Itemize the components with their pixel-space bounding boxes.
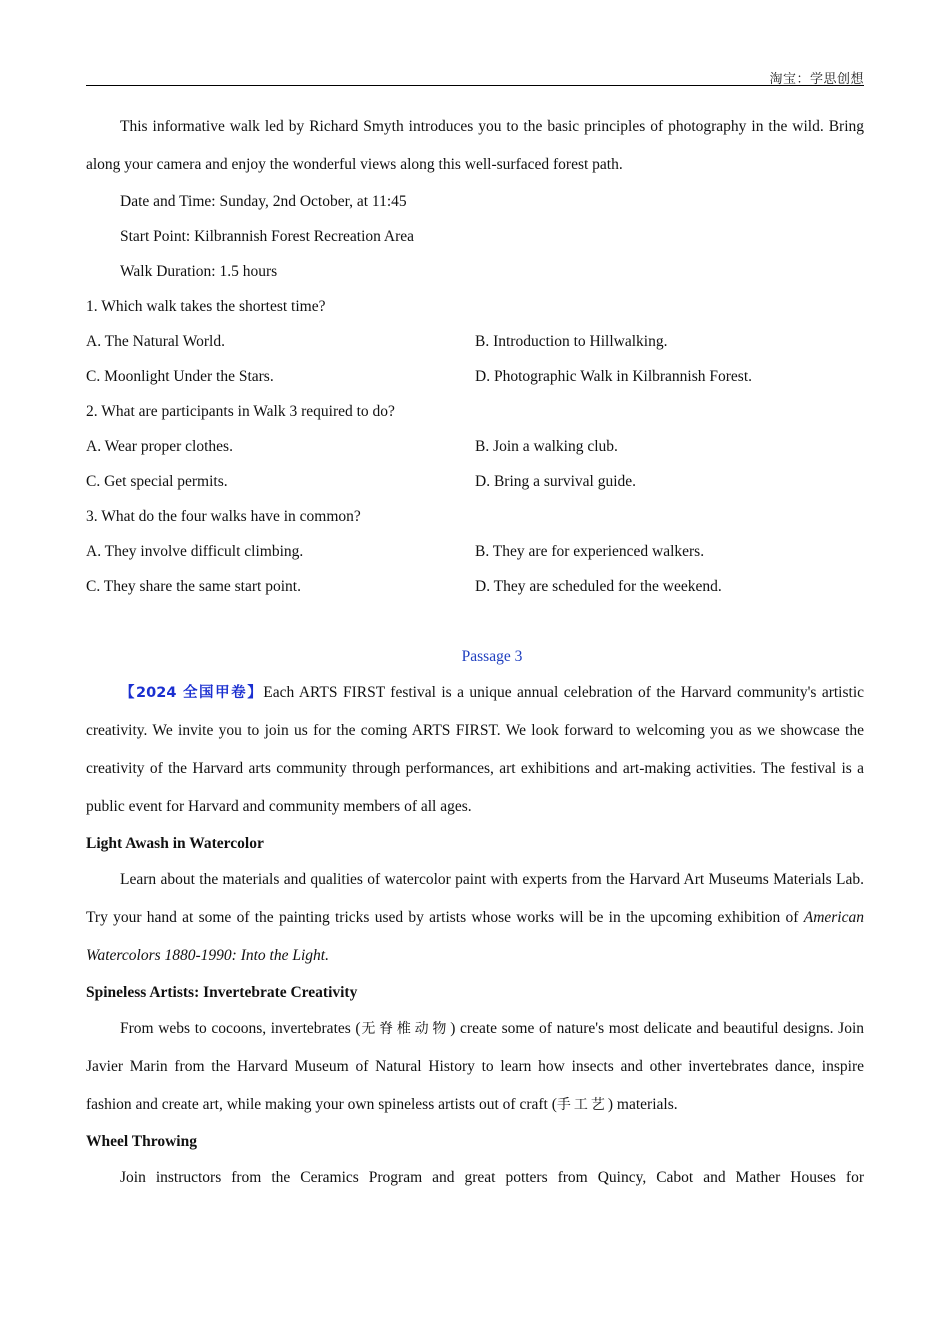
exhibition-title: American Watercolors 1880-1990: Into the Light. <box>86 909 864 964</box>
section-heading-spineless: Spineless Artists: Invertebrate Creativity <box>86 984 358 1001</box>
section-body-spineless-part-a: From webs to cocoons, invertebrates ( <box>120 1020 361 1037</box>
section-body-spineless-part-b: ) create some of nature's most delicate and beautiful designs. Join Javier Marin from the Harvard Museum of Natural History to learn how insects and other invertebrates dance, inspire fashion and create art, while making your own spineless artists out of craft ( <box>86 1020 865 1113</box>
question-3-option-a: A. They involve difficult climbing. <box>86 543 304 560</box>
document-body <box>86 108 864 1197</box>
section-body-watercolor <box>86 861 864 975</box>
passage-3-intro-text: Each ARTS FIRST festival is a unique annual celebration of the Harvard community's artistic creativity. We invite you to join us for the coming ARTS FIRST. We look forward to welcoming you as we showcase the creativity of the Harvard arts community through performances, art exhibitions and art-making activities. The festival is a public event for Harvard and community members of all ages. <box>86 684 865 815</box>
question-3-option-b: B. They are for experienced walkers. <box>475 543 705 560</box>
exam-source-tag: 【2024 全国甲卷】 <box>120 685 264 701</box>
section-body-watercolor-text: Learn about the materials and qualities of watercolor paint with experts from the Harvard Art Museums Materials Lab. Try your hand at some of the painting tricks used by artists whose works will be in the upcoming exhibition of <box>86 871 864 926</box>
question-2-stem: 2. What are participants in Walk 3 required to do? <box>86 403 395 420</box>
question-3-option-c: C. They share the same start point. <box>86 578 301 595</box>
question-1-stem: 1. Which walk takes the shortest time? <box>86 298 326 315</box>
walk4-date-time: Date and Time: Sunday, 2nd October, at 11:45 <box>120 193 407 210</box>
section-body-spineless <box>86 1010 864 1124</box>
question-2-options-row-2 <box>86 464 864 499</box>
question-2-options-row-1 <box>86 429 864 464</box>
gloss-craft: 手工艺 <box>556 1097 608 1113</box>
question-3-option-d: D. They are scheduled for the weekend. <box>475 578 722 595</box>
section-body-wheel-throwing: Join instructors from the Ceramics Program and great potters from Quincy, Cabot and Mather Houses for <box>120 1169 864 1186</box>
question-1-option-d: D. Photographic Walk in Kilbrannish Forest. <box>475 368 753 385</box>
question-3-options-row-2 <box>86 569 864 604</box>
walk4-description: This informative walk led by Richard Smyth introduces you to the basic principles of photography in the wild. Bring along your camera and enjoy the wonderful views along this well-surfaced forest path. <box>86 118 864 173</box>
question-3-options-row-1 <box>86 534 864 569</box>
question-1-options-row-2 <box>86 359 864 394</box>
question-2-option-c: C. Get special permits. <box>86 473 228 490</box>
passage-3-intro <box>86 674 864 826</box>
header-shop-label: 淘宝：学思创想 <box>769 71 864 86</box>
section-heading-watercolor: Light Awash in Watercolor <box>86 835 264 852</box>
section-body-spineless-part-c: ) materials. <box>607 1096 678 1113</box>
gloss-invertebrates: 无脊椎动物 <box>360 1021 451 1037</box>
question-1-option-b: B. Introduction to Hillwalking. <box>475 333 668 350</box>
question-1-options-row-1 <box>86 324 864 359</box>
walk4-start-point: Start Point: Kilbrannish Forest Recreation Area <box>120 228 415 245</box>
header-divider <box>86 85 864 86</box>
question-2-option-b: B. Join a walking club. <box>475 438 618 455</box>
question-2-option-d: D. Bring a survival guide. <box>475 473 637 490</box>
walk4-duration: Walk Duration: 1.5 hours <box>120 263 278 280</box>
question-3-stem: 3. What do the four walks have in common? <box>86 508 361 525</box>
section-heading-wheel-throwing: Wheel Throwing <box>86 1133 197 1150</box>
question-1-option-a: A. The Natural World. <box>86 333 225 350</box>
question-2-option-a: A. Wear proper clothes. <box>86 438 233 455</box>
passage-3-title: Passage 3 <box>461 648 523 665</box>
question-1-option-c: C. Moonlight Under the Stars. <box>86 368 274 385</box>
